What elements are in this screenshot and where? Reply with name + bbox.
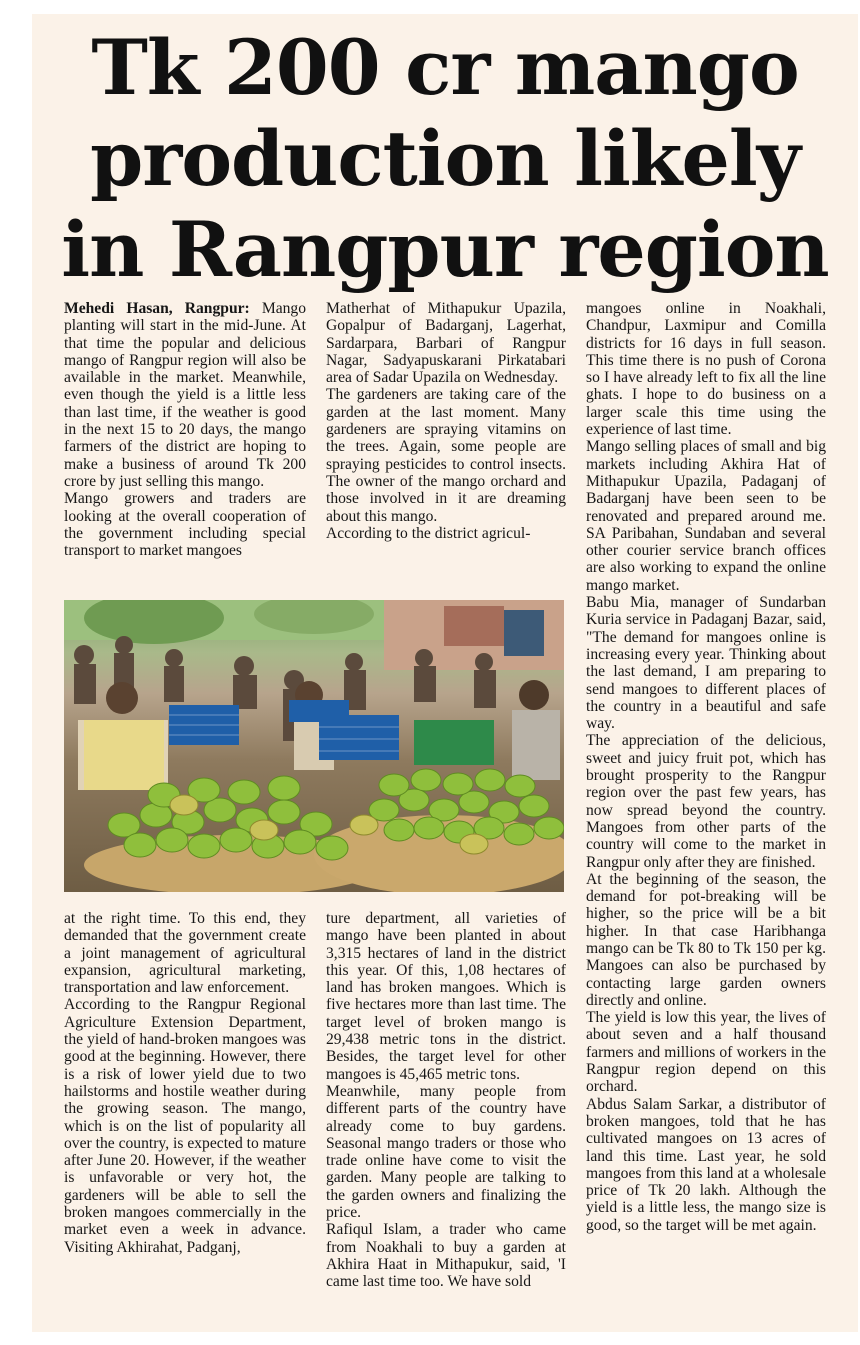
paragraph <box>64 300 306 490</box>
mango-market-illustration <box>64 600 564 892</box>
headline-line-3: in Rangpur region <box>61 205 829 294</box>
headline-line-2: production likely <box>90 114 800 203</box>
paragraph: Babu Mia, manager of Sundarban Kuria service in Padaganj Bazar, said, "The demand for mangoes online is increasing every year. Thinking about the last demand, I am preparing to send mangoes to different places of the country in a beautiful and safe way. <box>586 594 826 733</box>
paragraph: Mango selling places of small and big markets including Akhira Hat of Mithapukur Upazila, Padaganj of Badarganj have been seen to be renovated and prepared around me. SA Paribahan, Sundaban and several other courier service branch offices are also working to expand the online mango market. <box>586 438 826 594</box>
column-3 <box>586 300 826 1234</box>
headline-line-1: Tk 200 cr mango <box>91 23 799 112</box>
column-1-bottom <box>64 910 306 1256</box>
paragraph: According to the district agricul- <box>326 524 531 542</box>
paragraph: Meanwhile, many people from different parts of the country have already come to buy gardens. Seasonal mango traders or those who trade online have come to visit the garden. Many people are talking to the garden owners and finalizing the price. <box>326 1082 566 1222</box>
byline: Mehedi Hasan, Rangpur: <box>64 300 250 317</box>
paragraph: mangoes online in Noakhali, Chandpur, Laxmipur and Comilla districts for 16 days in full season. This time there is no push of Corona so I have already left to fix all the line ghats. I hope to do business on a larger scale this time using the experience of last time. <box>586 300 826 439</box>
paragraph: Abdus Salam Sarkar, a distributor of broken mangoes, told that he has cultivated mangoes on 13 acres of land this time. Last year, he sold mangoes from this land at a wholesale price of Tk 20 lakh. Although the yield is a little less, the mango size is good, so the target will be met again. <box>586 1095 826 1234</box>
paragraph: Matherhat of Mithapukur Upazila, Gopalpur of Badarganj, Lagerhat, Sardarpara, Barbari of Rangpur Nagar, Sadyapuskarani Pirkatabari area of Sadar Upazila on Wednesday. <box>326 300 566 387</box>
headline <box>32 22 858 295</box>
column-1-top <box>64 300 306 559</box>
paragraph: The appreciation of the delicious, sweet and juicy fruit pot, which has brought prosperity to the Rangpur region over the past few years, has now spread beyond the country. Mangoes from other parts of the country will come to the market in Rangpur only after they are finished. <box>586 732 826 871</box>
mango-market-photo <box>64 600 564 892</box>
paragraph: The yield is low this year, the lives of about seven and a half thousand farmers and millions of workers in the Rangpur region depend on this orchard. <box>586 1009 826 1096</box>
paragraph: ture department, all varieties of mango have been planted in about 3,315 hectares of land in the district this year. Of this, 1,08 hectares of land has broken mangoes. Which is five hectares more than last time. The target level of broken mango is 29,438 metric tons in the district. Besides, the target level for other mangoes is 45,465 metric tons. <box>326 910 566 1083</box>
column-2-bottom <box>326 910 566 1291</box>
lead-text: Mango planting will start in the mid-June. At that time the popular and delicious mango of Rangpur region will also be available in the market. Meanwhile, even though the yield is a little less than last time, if the weather is good in the next 15 to 20 days, the mango farmers of the district are hoping to make a business of around Tk 200 crore by just selling this mango. <box>64 300 307 490</box>
column-2-top <box>326 300 566 542</box>
paragraph: According to the Rangpur Regional Agriculture Extension Department, the yield of hand-broken mangoes was good at the beginning. However, there is a risk of lower yield due to two hailstorms and hostile weather during the growing season. The mango, which is on the list of popularity all over the country, is expected to mature after June 20. However, if the weather is unfavorable or very hot, the gardeners will be able to sell the broken mangoes commercially in the market even a week in advance. Visiting Akhirahat, Padganj, <box>64 996 306 1256</box>
paragraph: at the right time. To this end, they demanded that the government create a joint management of agricultural expansion, agricultural marketing, transportation and law enforcement. <box>64 910 306 997</box>
paragraph: The gardeners are taking care of the garden at the last moment. Many gardeners are spraying vitamins on the trees. Again, some people are spraying pesticides to control insects. The owner of the mango orchard and those involved in it are dreaming about this mango. <box>326 386 566 525</box>
paragraph: At the beginning of the season, the demand for pot-breaking will be higher, so the price will be a bit higher. In that case Haribhanga mango can be Tk 80 to Tk 150 per kg. Mangoes can also be purchased by contacting large garden owners directly and online. <box>586 870 826 1009</box>
paragraph: Mango growers and traders are looking at the overall cooperation of the government including special transport to market mangoes <box>64 490 306 560</box>
paragraph: Rafiqul Islam, a trader who came from Noakhali to buy a garden at Akhira Haat in Mithapukur, said, 'I came last time too. We have sold <box>326 1221 566 1291</box>
